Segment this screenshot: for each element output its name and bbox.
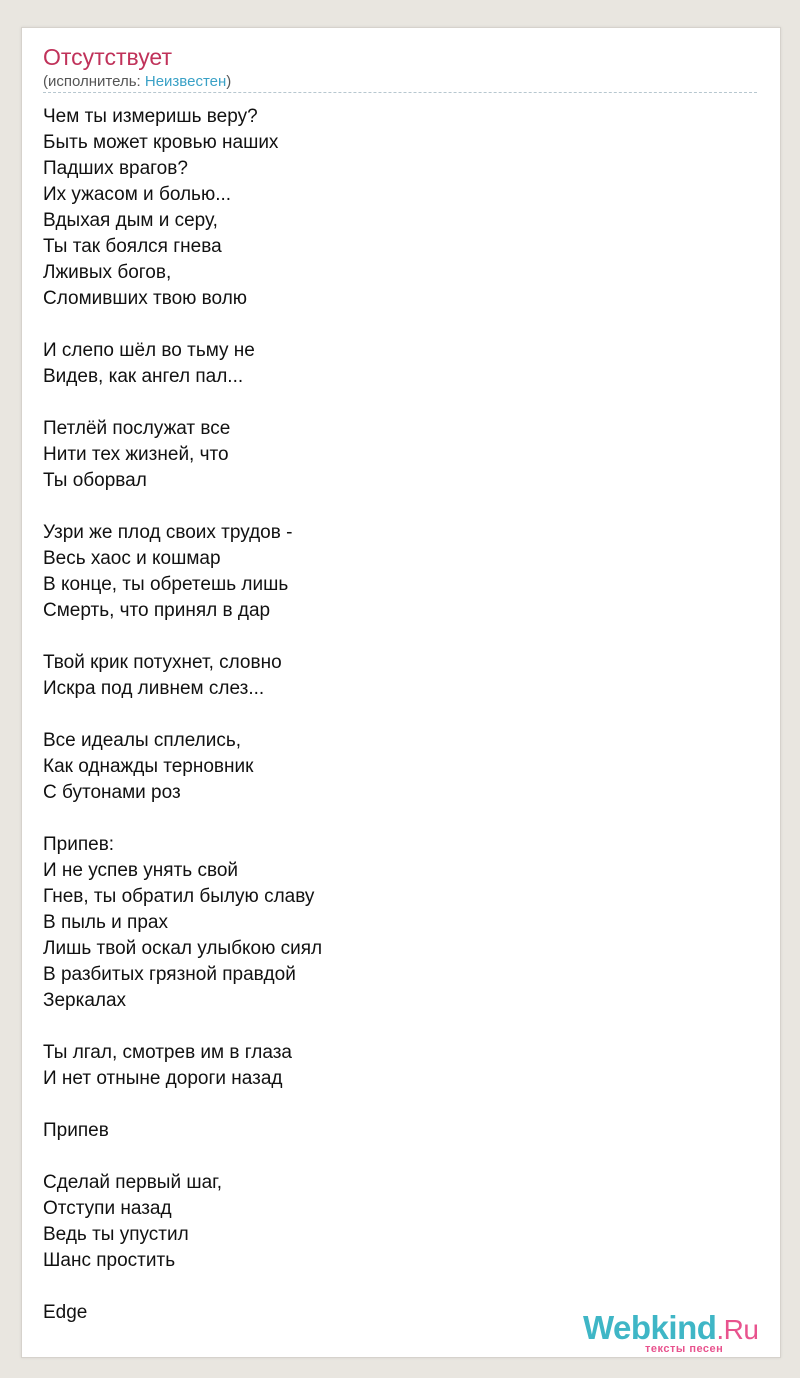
logo-subtitle: тексты песен [645,1343,724,1355]
logo-tld: .Ru [716,1314,759,1345]
lyrics-line: Узри же плод своих трудов - [43,522,293,543]
lyrics-body [43,104,322,1326]
lyrics-line: Как однажды терновник [43,756,254,777]
lyrics-blank-line [43,1014,322,1040]
lyrics-blank-line [43,806,322,832]
lyrics-line: В конце, ты обретешь лишь [43,574,289,595]
lyrics-line: И не успев унять свой [43,860,239,881]
lyrics-line: С бутонами роз [43,782,181,803]
lyrics-line: Видев, как ангел пал... [43,366,244,387]
lyrics-line: Искра под ливнем слез... [43,678,265,699]
lyrics-line: Весь хаос и кошмар [43,548,221,569]
lyrics-line: Чем ты измеришь веру? [43,106,258,127]
lyrics-line: Гнев, ты обратил былую славу [43,886,315,907]
lyrics-line: Падших врагов? [43,158,188,179]
lyrics-line: И нет отныне дороги назад [43,1068,283,1089]
artist-line [43,72,231,92]
lyrics-line: Ведь ты упустил [43,1224,189,1245]
lyrics-line: Все идеалы сплелись, [43,730,242,751]
lyrics-line: Сделай первый шаг, [43,1172,223,1193]
lyrics-blank-line [43,1092,322,1118]
lyrics-line: В пыль и прах [43,912,168,933]
lyrics-line: Edge [43,1302,88,1323]
song-title: Отсутствует [43,44,172,70]
lyrics-line: Ты так боялся гнева [43,236,222,257]
lyrics-blank-line [43,312,322,338]
site-logo[interactable] [583,1310,773,1358]
lyrics-blank-line [43,702,322,728]
lyrics-line: Смерть, что принял в дар [43,600,271,621]
lyrics-blank-line [43,1274,322,1300]
lyrics-line: Припев [43,1120,109,1141]
lyrics-line: Лишь твой оскал улыбкою сиял [43,938,323,959]
lyrics-line: Сломивших твою волю [43,288,248,309]
lyrics-line: Ты лгал, смотрев им в глаза [43,1042,292,1063]
lyrics-line: Припев: [43,834,115,855]
lyrics-blank-line [43,390,322,416]
lyrics-line: В разбитых грязной правдой [43,964,296,985]
artist-prefix: (исполнитель: [43,73,145,90]
lyrics-line: Шанс простить [43,1250,176,1271]
artist-link[interactable]: Неизвестен [144,73,227,90]
lyrics-line: Зеркалах [43,990,127,1011]
logo-main-text: Webkind [583,1309,717,1346]
lyrics-line: Петлёй послужат все [43,418,231,439]
lyrics-line: Их ужасом и болью... [43,184,232,205]
lyrics-blank-line [43,624,322,650]
lyrics-line: Вдыхая дым и серу, [43,210,218,231]
lyrics-line: Лживых богов, [43,262,172,283]
lyrics-blank-line [43,494,322,520]
lyrics-line: Отступи назад [43,1198,172,1219]
artist-suffix: ) [226,73,232,90]
lyrics-line: И слепо шёл во тьму не [43,340,255,361]
lyrics-blank-line [43,1144,322,1170]
lyrics-line: Твой крик потухнет, словно [43,652,282,673]
title-divider [43,92,757,93]
lyrics-line: Быть может кровью наших [43,132,279,153]
lyrics-line: Нити тех жизней, что [43,444,229,465]
lyrics-line: Ты оборвал [43,470,147,491]
